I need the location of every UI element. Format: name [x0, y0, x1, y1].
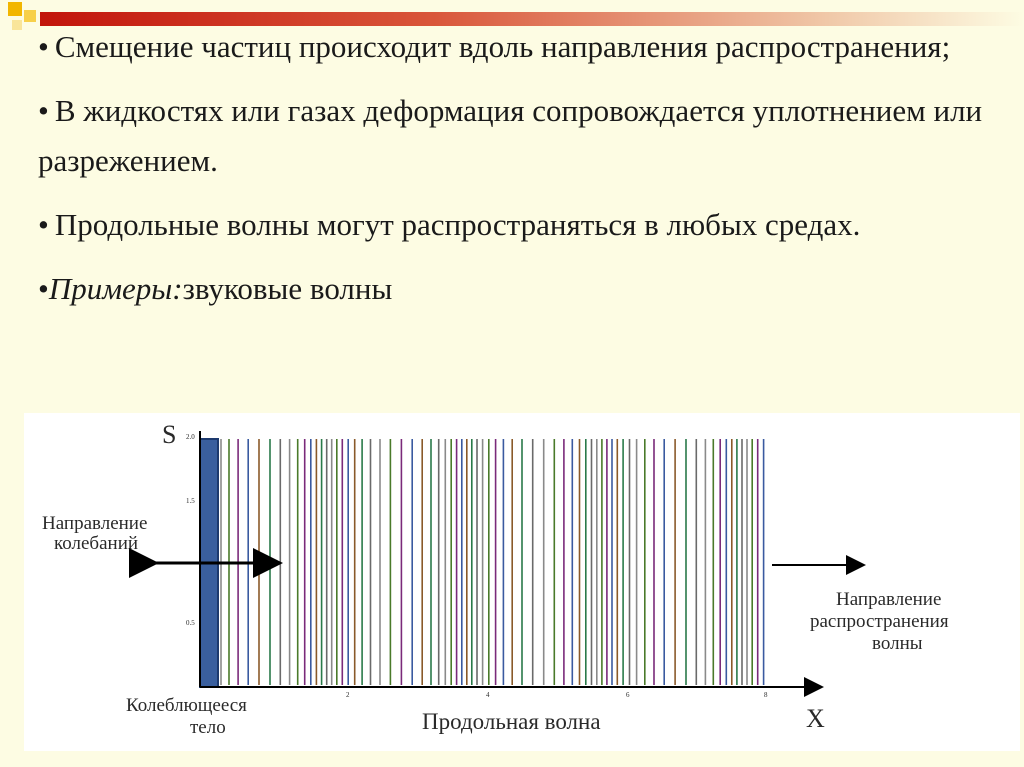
x-tick-label: 6: [626, 691, 630, 699]
bullet-2-text: В жидкостях или газах деформация сопровождается уплотнением или разрежением.: [38, 93, 983, 178]
bullet-marker: •: [38, 271, 49, 306]
decoration-square-light: [12, 20, 22, 30]
x-axis-label: X: [806, 704, 825, 733]
bullet-marker: •: [38, 207, 49, 242]
bullet-list: [38, 22, 1008, 328]
decoration-square-yellow: [24, 10, 36, 22]
propagation-label-line2: распространения: [810, 611, 949, 632]
x-tick-label: 2: [346, 691, 350, 699]
longitudinal-wave-figure: [24, 413, 1020, 751]
bullet-marker: •: [38, 93, 49, 128]
wave-diagram: [24, 413, 1020, 751]
bullet-marker: •: [38, 29, 49, 64]
bullet-3: [38, 200, 1008, 250]
x-tick-label: 8: [764, 691, 768, 699]
bullet-1-text: Смещение частиц происходит вдоль направления распространения;: [54, 29, 951, 64]
oscillating-body-label-line1: Колеблющееся: [126, 695, 247, 716]
wave-lines-group: [221, 439, 764, 685]
oscillation-direction-label-line2: колебаний: [54, 533, 139, 554]
bullet-1: [38, 22, 1008, 72]
propagation-label-line1: Направление: [836, 589, 942, 610]
propagation-label-line3: волны: [872, 633, 923, 654]
y-tick-label: 1.5: [186, 497, 195, 505]
y-tick-label: 0.5: [186, 619, 195, 627]
bullet-2: [38, 86, 1008, 186]
bullet-4-italic: Примеры:: [48, 271, 183, 306]
oscillation-direction-label-line1: Направление: [42, 513, 148, 534]
bullet-3-text: Продольные волны могут распространяться в любых средах.: [54, 207, 861, 242]
bullet-4-text: звуковые волны: [182, 271, 393, 306]
bullet-4: [38, 264, 1008, 314]
oscillating-body-label-line2: тело: [190, 717, 226, 738]
figure-caption: Продольная волна: [422, 709, 601, 734]
y-axis-label: S: [162, 420, 177, 449]
x-tick-label: 4: [486, 691, 490, 699]
y-tick-label: 2.0: [186, 433, 195, 441]
decoration-square-orange: [8, 2, 22, 16]
